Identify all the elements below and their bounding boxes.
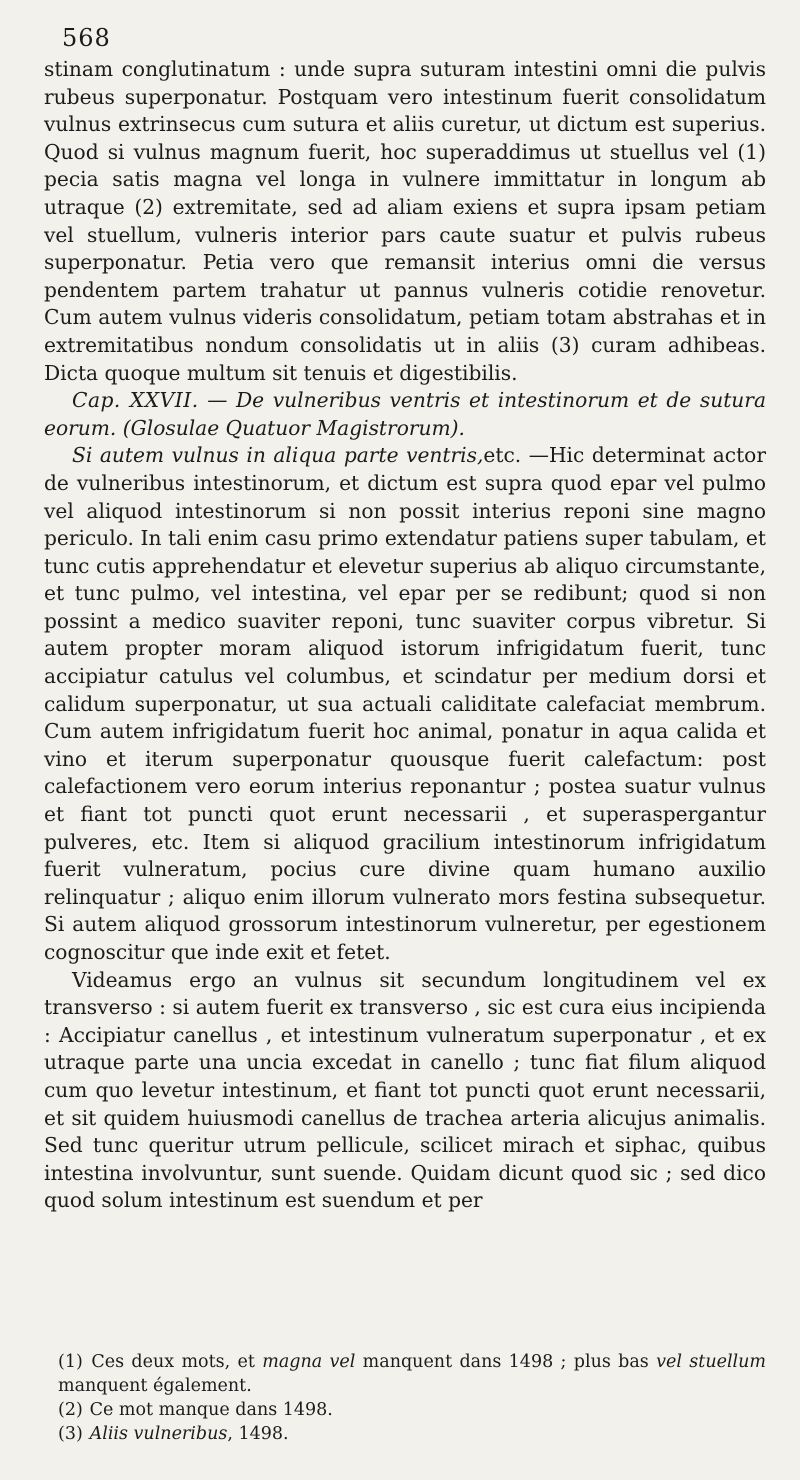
footnote-italic: vel stuellum (656, 1352, 767, 1372)
commentary-text: etc. —Hic determinat actor de vulneribus intestinorum, et dictum est supra quod epar vel pulmo vel aliquod intestinorum si non possit interius reponi sine magno periculo. In tali enim casu primo extendatur patiens super tabulam, et tunc cutis apprehendatur et elevetur superius ab aliquo circumstante, et tunc pulmo, vel intestina, vel epar per se redibunt; quod si non possint a medico suaviter reponi, tunc suaviter corpus vibretur. Si autem propter moram aliquod istorum infrigidatum fuerit, tunc accipiatur catulus vel columbus, et scindatur per medium dorsi et calidum superponatur, ut sua actuali caliditate calefaciat membrum. Cum autem infrigidatum fuerit hoc animal, ponatur in aqua calida et vino et iterum superponatur quousque fuerit calefactum: post calefactionem vero eorum interius reponantur ; postea suatur vulnus et fiant tot puncti quot erunt necessarii , et superaspergantur pulveres, etc. Item si aliquod gracilium intestinorum infrigidatum fuerit vulneratum, pocius cure divine quam humano auxilio relinquatur ; aliquo enim illorum vulnerato mors festina subsequetur. Si autem aliquod grossorum intestinorum vulneretur, per egestionem cognoscitur que inde exit et fetet. (44, 443, 766, 964)
chapter-dash: — (198, 388, 236, 413)
footnote-italic: Aliis vulneribus (89, 1424, 228, 1444)
chapter-heading (44, 387, 766, 442)
footnotes (58, 1350, 766, 1446)
footnote-text: , 1498. (227, 1424, 289, 1444)
footnote-italic: magna vel (262, 1352, 356, 1372)
footnote-2 (58, 1398, 766, 1422)
footnote-text: manquent également. (58, 1376, 252, 1396)
chapter-label: Cap. XXVII. (72, 388, 199, 413)
paragraph-continuation: stinam conglutinatum : unde supra suturam intestini omni die pulvis rubeus superponatur. Postquam vero intestinum fuerit consolidatum vulnus extrinsecus cum sutura et aliis curetur, ut dictum est superius. Quod si vulnus magnum fuerit, hoc superaddimus ut stuellus vel (1) pecia satis magna vel longa in vulnere immittatur in longum ab utraque (2) extremitate, sed ad aliam exiens et supra ipsam petiam vel stuellum, vulneris interior pars caute suatur et pulvis rubeus superponatur. Petia vero que remansit interius omni die versus pendentem partem trahatur ut pannus vulneris cotidie renovetur. Cum autem vulnus videris consolidatum, petiam totam abstrahas et in extremitatibus nondum consolidatis ut in aliis (3) curam adhibeas. Dicta quoque multum sit tenuis et digestibilis. (44, 57, 766, 385)
footnote-number: (3) (58, 1424, 83, 1444)
footnote-3 (58, 1422, 766, 1446)
footnote-1 (58, 1350, 766, 1398)
main-text (44, 56, 766, 1215)
footnote-number: (1) (58, 1352, 83, 1372)
footnote-number: (2) (58, 1400, 83, 1420)
commentary-paragraph (44, 442, 766, 966)
footnote-text: Ce mot manque dans 1498. (89, 1400, 333, 1420)
footnote-text: Ces deux mots, et (91, 1352, 263, 1372)
lemma-quote: Si autem vulnus in aliqua parte ventris, (72, 443, 484, 468)
chapter-title: De vulneribus ventris et intestinorum et de sutura eorum. (Glosulae Quatuor Magistrorum). (44, 388, 766, 440)
paragraph-videamus: Videamus ergo an vulnus sit secundum longitudinem vel ex transverso : si autem fuerit ex transverso , sic est cura eius incipienda : Accipiatur canellus , et intestinum vulneratum superponatur , et ex utraque parte una uncia excedat in canello ; tunc fiat filum aliquod cum quo levetur intestinum, et fiant tot puncti quot erunt necessarii, et sit quidem huiusmodi canellus de trachea arteria alicujus animalis. Sed tunc queritur utrum pellicule, scilicet mirach et siphac, quibus intestina involvuntur, sunt suende. Quidam dicunt quod sic ; sed dico quod solum intestinum est suendum et per (44, 967, 766, 1213)
page-number: 568 (62, 24, 111, 52)
footnote-text: manquent dans 1498 ; plus bas (355, 1352, 657, 1372)
